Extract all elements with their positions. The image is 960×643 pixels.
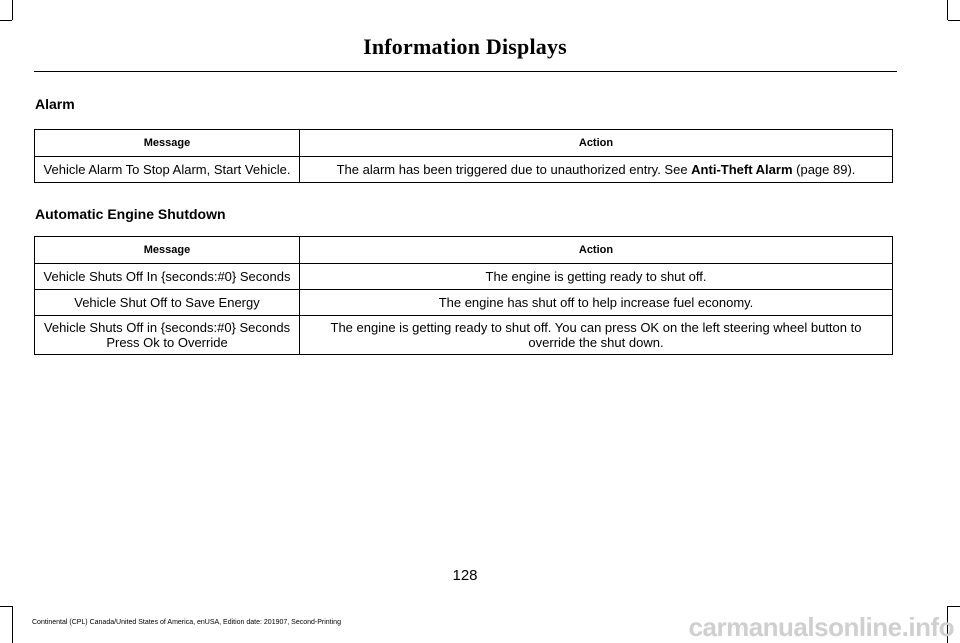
action-line: override the shut down. (528, 335, 664, 350)
crop-mark-top-left-horizontal (0, 20, 12, 21)
crop-mark-top-right-vertical (947, 0, 948, 20)
action-cell (300, 157, 893, 183)
column-header-action: Action (300, 237, 893, 264)
page-title: Information Displays (363, 34, 567, 59)
action-cell (300, 316, 893, 355)
column-header-action: Action (300, 130, 893, 157)
crop-mark-top-right-horizontal (948, 20, 960, 21)
crop-mark-top-left-vertical (12, 0, 13, 20)
cross-reference-link[interactable]: Anti-Theft Alarm (691, 162, 793, 177)
table-row (35, 290, 893, 316)
crop-mark-bottom-right-horizontal (948, 606, 960, 607)
title-divider (34, 71, 897, 72)
crop-mark-bottom-left-vertical (12, 606, 13, 643)
table-row (35, 264, 893, 290)
message-cell: Vehicle Shut Off to Save Energy (35, 290, 300, 316)
message-line: Press Ok to Override (106, 335, 228, 350)
action-text: The alarm has been triggered due to unauthorized entry. See (336, 162, 692, 177)
message-line: Vehicle Shuts Off in {seconds:#0} Seconds (43, 320, 291, 335)
action-line: The engine is getting ready to shut off. You can press OK on the left steering wheel button to (330, 320, 862, 335)
message-cell: Vehicle Alarm To Stop Alarm, Start Vehicle. (35, 157, 300, 183)
column-header-message: Message (35, 130, 300, 157)
table-header-row (35, 237, 893, 264)
action-cell: The engine is getting ready to shut off. (300, 264, 893, 290)
message-cell (35, 316, 300, 355)
watermark-logo: carmanualsonline.info (688, 612, 954, 642)
page-reference: (page 89). (792, 162, 856, 177)
column-header-message: Message (35, 237, 300, 264)
alarm-table (34, 129, 893, 183)
message-cell: Vehicle Shuts Off In {seconds:#0} Seconds (35, 264, 300, 290)
crop-mark-bottom-left-horizontal (0, 606, 12, 607)
engine-shutdown-table (34, 236, 893, 355)
page-number: 128 (452, 567, 478, 584)
section-heading-engine-shutdown: Automatic Engine Shutdown (35, 206, 226, 222)
action-cell: The engine has shut off to help increase fuel economy. (300, 290, 893, 316)
table-row (35, 157, 893, 183)
table-header-row (35, 130, 893, 157)
edition-footer: Continental (CPL) Canada/United States of America, enUSA, Edition date: 201907, Second-Printing (32, 619, 341, 626)
section-heading-alarm: Alarm (35, 96, 75, 112)
table-row (35, 316, 893, 355)
